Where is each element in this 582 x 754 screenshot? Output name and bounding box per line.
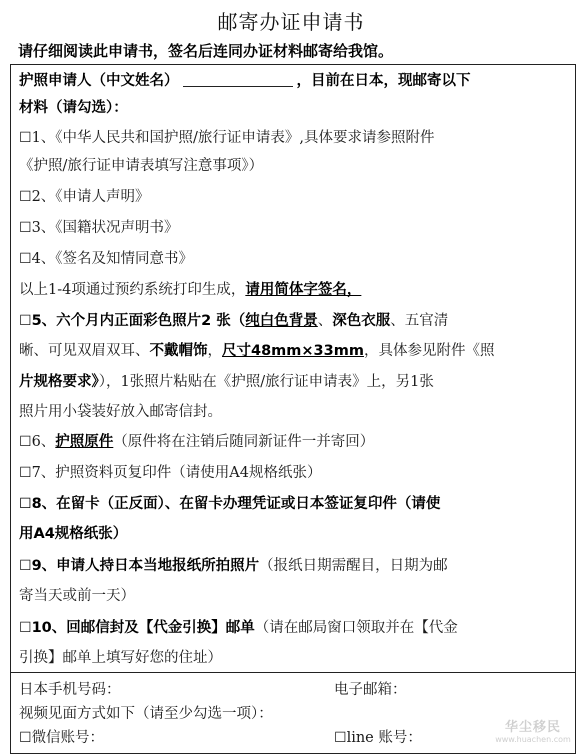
form-title: 邮寄办证申请书 (217, 10, 365, 34)
line-field (334, 728, 484, 748)
item-6-num: 6、 (31, 434, 56, 450)
item-5-paste: ），1张照片粘贴在《护照/旅行证申请表》上，另1张 (98, 374, 434, 390)
line-label: line 账号： (346, 730, 422, 746)
item-9-cont: 寄当天或前一天） (19, 588, 135, 604)
item-5 (19, 311, 575, 331)
phone-label: 日本手机号码： (19, 682, 121, 698)
materials-line: 材料（请勾选）： (19, 100, 128, 116)
item-8 (19, 494, 575, 514)
item-5-cont-2 (19, 372, 575, 392)
instruction-text: 请仔细阅读此申请书，签名后连同办证材料邮寄给我馆。 (18, 42, 394, 60)
item-1 (19, 128, 575, 148)
item-8-cont: 用A4规格纸张） (19, 526, 128, 542)
item-6-original: 护照原件 (55, 434, 114, 450)
item-5-features: 晰、可见双眉双耳、 (19, 343, 150, 359)
wechat-field (19, 728, 319, 748)
item-5-size: 尺寸48mm×33mm (222, 343, 364, 359)
checkbox-item-3[interactable]: ☐ (19, 220, 32, 236)
checkbox-item-10[interactable]: ☐ (19, 620, 32, 636)
item-5-text: 5、六个月内正面彩色照片2 张（ (31, 313, 246, 329)
signature-note-emphasis: 请用简体字签名， (245, 282, 362, 298)
item-5-no-hat: 不戴帽饰 (149, 343, 208, 359)
checkbox-item-8[interactable]: ☐ (19, 496, 32, 512)
item-6 (19, 432, 575, 452)
checkbox-item-6[interactable]: ☐ (19, 434, 32, 450)
item-8-text: 8、在留卡（正反面）、在留卡办理凭证或日本签证复印件（请使 (31, 496, 441, 512)
item-9 (19, 556, 575, 576)
item-3 (19, 218, 575, 238)
item-5-clothes: 深色衣服 (332, 313, 391, 329)
checkbox-line[interactable]: ☐ (334, 730, 347, 746)
item-3-text: 3、《国籍状况声明书》 (31, 220, 179, 236)
item-6-text: （原件将在注销后随同新证件一并寄回） (113, 434, 375, 450)
item-4 (19, 249, 575, 269)
checkbox-item-9[interactable]: ☐ (19, 558, 32, 574)
item-5-comma: ， (207, 343, 222, 359)
item-5-spec: 片规格要求》 (19, 374, 99, 390)
item-7 (19, 463, 575, 483)
item-9-date-note: （报纸日期需醒目，日期为邮 (259, 558, 448, 574)
wechat-label: 微信账号： (31, 730, 105, 746)
item-10-text: 10、回邮信封及【代金引换】邮单 (31, 620, 255, 636)
video-method-label: 视频见面方式如下（请至少勾选一项）： (19, 706, 273, 722)
item-9-text: 9、申请人持日本当地报纸所拍照片 (31, 558, 260, 574)
watermark-logo (488, 716, 578, 750)
item-10-cont: 引换】邮单上填写好您的住址） (19, 650, 222, 666)
item-2-text: 2、《申请人声明》 (31, 189, 150, 205)
email-field[interactable] (334, 680, 564, 700)
item-5-cont-1 (19, 341, 575, 361)
item-1-text: 1、《中华人民共和国护照/旅行证申请表》,具体要求请参照附件 (31, 130, 435, 146)
signature-note (19, 280, 575, 300)
item-5-sep: 、 (317, 313, 333, 329)
checkbox-item-7[interactable]: ☐ (19, 465, 32, 481)
email-label: 电子邮箱： (334, 682, 407, 698)
item-10 (19, 618, 575, 638)
checkbox-item-5[interactable]: ☐ (19, 313, 32, 329)
applicant-name-tail: ，目前在日本，现邮寄以下 (296, 73, 471, 89)
item-2 (19, 187, 575, 207)
checkbox-item-2[interactable]: ☐ (19, 189, 32, 205)
watermark-text: 华尘移民 (504, 720, 561, 735)
watermark-url: www.huachen.com (495, 735, 571, 744)
item-5-cont-3: 照片用小袋装好放入邮寄信封。 (19, 404, 222, 420)
item-7-text: 7、护照资料页复印件（请使用A4规格纸张） (31, 465, 322, 481)
applicant-name-label: 护照申请人（中文姓名） (19, 73, 179, 89)
chinese-name-blank[interactable] (183, 70, 293, 87)
checkbox-item-4[interactable]: ☐ (19, 251, 32, 267)
checkbox-wechat[interactable]: ☐ (19, 730, 32, 746)
item-5-text-end: 、五官清 (390, 313, 449, 329)
item-1-cont: 《护照/旅行证申请表填写注意事项》） (19, 158, 264, 174)
checkbox-item-1[interactable]: ☐ (19, 130, 32, 146)
phone-field[interactable] (19, 680, 319, 700)
item-10-note: （请在邮局窗口领取并在【代金 (254, 620, 458, 636)
signature-note-text: 以上1-4项通过预约系统打印生成， (19, 282, 246, 298)
applicant-name-line (19, 70, 575, 91)
item-5-appendix: ，具体参见附件《照 (363, 343, 495, 359)
item-4-text: 4、《签名及知情同意书》 (31, 251, 194, 267)
section-divider (10, 672, 576, 673)
item-5-background: 纯白色背景 (245, 313, 318, 329)
